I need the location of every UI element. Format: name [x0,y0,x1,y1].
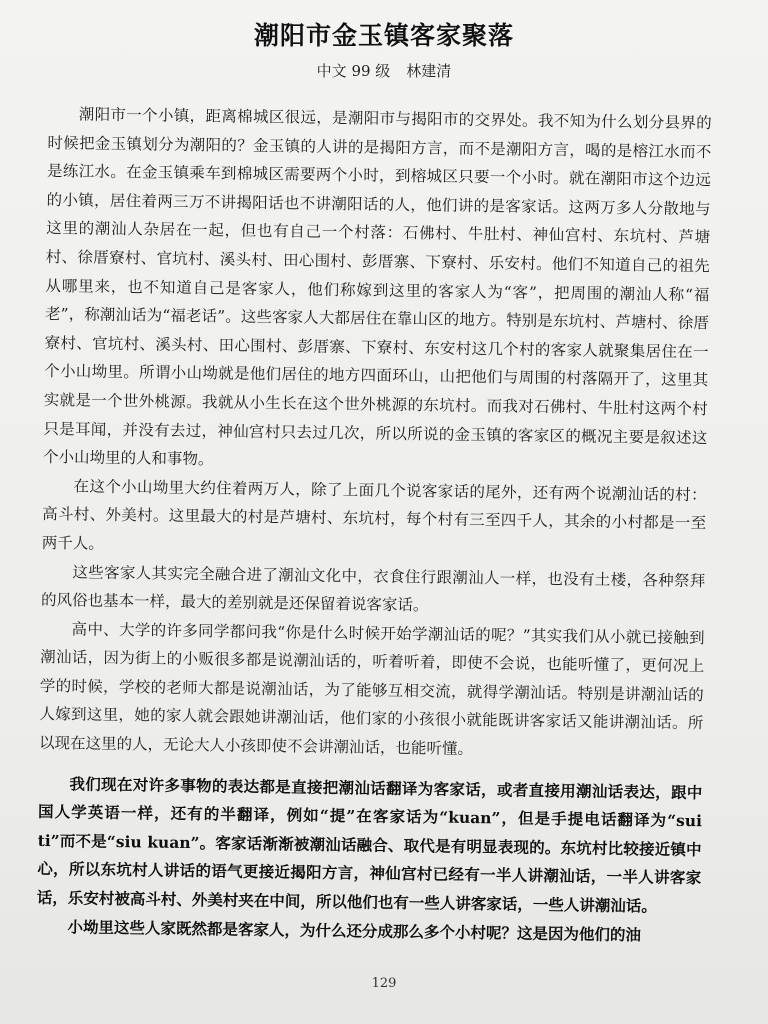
paragraph-3: 这些客家人其实完全融合进了潮汕文化中，衣食住行跟潮汕人一样，也没有土楼，各种祭拜的风俗也基本一样，最大的差别就是还保留着说客家话。 [40,562,706,615]
paragraph-1: 潮阳市一个小镇，距离棉城区很远，是潮阳市与揭阳市的交界处。我不知为什么划分县界的时候把金玉镇划分为潮阳的？金玉镇的人讲的是揭阳方言，而不是潮阳方言，喝的是榕江水而不是练江水。在金玉镇乘车到棉城区需要两个小时，到榕城区只要一个小时。就在潮阳市这个边远的小镇，居住着两三万不讲揭阳话也不讲潮阳话的人，他们讲的是客家话。这两万多人分散地与这里的潮汕人杂居在一起，但也有自己一个村落：石佛村、牛肚村、神仙宫村、东坑村、芦塘村、徐厝寮村、官坑村、溪头村、田心围村、彭厝寨、下寮村、乐安村。他们不知道自己的祖先从哪里来，也不知道自己是客家人，他们称嫁到这里的客家人为“客”，把周围的潮汕人称“福老”，称潮汕话为“福老话”。这些客家人大都居住在靠山区的地方。特别是东坑村、芦塘村、徐厝寮村、官坑村、溪头村、田心围村、彭厝寨、下寮村、东安村这几个村的客家人就聚集居住在一个小山坳里。所谓小山坳就是他们居住的地方四面环山，山把他们与周围的村落隔开了，这里其实就是一个世外桃源。我就从小生长在这个世外桃源的东坑村。而我对石佛村、牛肚村这两个村只是耳闻，并没有去过，神仙宫村只去过几次，所以所说的金玉镇的客家区的概况主要是叙述这个小山坳里的人和事物。 [42,105,712,469]
paragraph-4: 高中、大学的许多同学都问我“你是什么时候开始学潮汕话的呢？”其实我们从小就已接触到潮汕话，因为街上的小贩很多都是说潮汕话的，听着听着，即使不会说，也能听懂了，更何况上学的时候，学校的老师大都是说潮汕话，为了能够互相交流，就得学潮汕话。特别是讲潮汕话的人嫁到这里，她的家人就会跟她讲潮汕话，他们家的小孩很小就能既讲客家话又能讲潮汕话。所以现在这里的人，无论大人小孩即使不会讲潮汕话，也能听懂。 [38,620,705,759]
article-title: 潮阳市金玉镇客家聚落 [253,21,514,50]
paragraph-5: 我们现在对许多事物的表达都是直接把潮汕话翻译为客家话，或者直接用潮汕话表达，跟中国人学英语一样，还有的半翻译，例如“提”在客家话为“kuan”，但是手提电话翻译为“sui ti”而不是“siu kuan”。客家话渐渐被潮汕话融合、取代是有明显表现的。东坑村比较接近镇中心，所以东坑村人讲话的语气更接近揭阳方言，神仙宫村已经有一半人讲潮汕话，一半人讲客家话，乐安村被高斗村、外美村夹在中间，所以他们也有一些人讲客家话，一些人讲潮汕话。 [36,774,703,916]
paragraph-6: 小坳里这些人家既然都是客家人，为什么还分成那么多个小村呢？这是因为他们的油 [67,916,642,944]
article-byline [0,60,768,81]
page-number: 129 [371,976,397,991]
author-class: 中文 99 级 [316,62,391,80]
paragraph-2: 在这个小山坳里大约住着两万人，除了上面几个说客家话的尾外，还有两个说潮汕话的村：高斗村、外美村。这里最大的村是芦塘村、东坑村，每个村有三至四千人，其余的小村都是一至两千人。 [41,477,707,553]
article-body [36,100,712,950]
author-name: 林建清 [406,62,452,80]
